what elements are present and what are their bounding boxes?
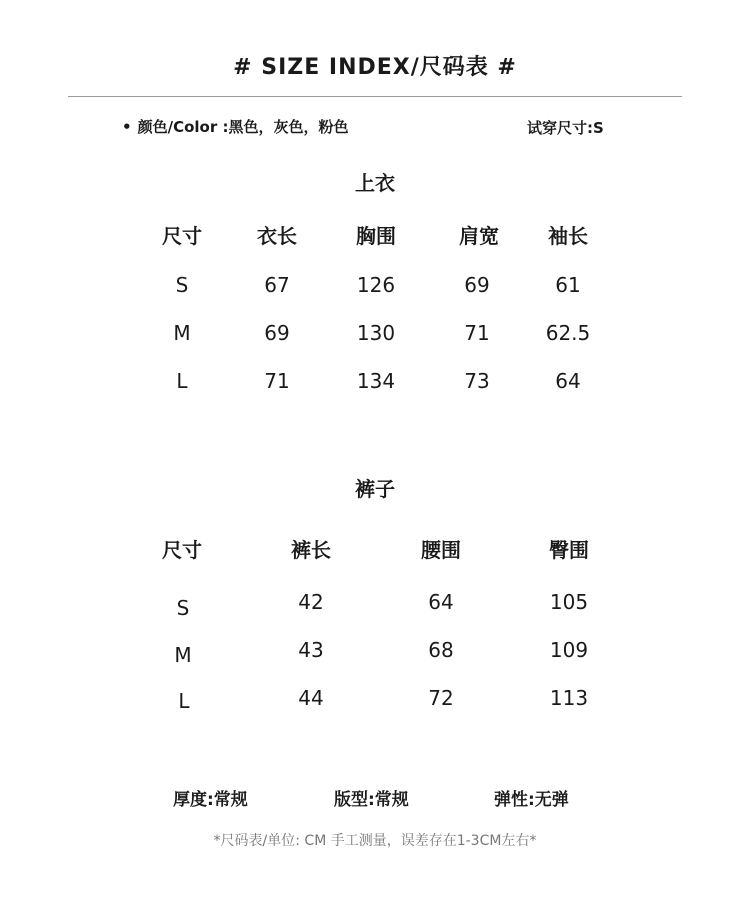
pants-header-length: 裤长 bbox=[291, 538, 331, 562]
top-row-l-size: L bbox=[176, 369, 188, 393]
pants-row-l-hip: 113 bbox=[549, 686, 589, 710]
pants-row-s-length: 42 bbox=[298, 590, 324, 614]
fit-spec: 版型:常规 bbox=[334, 790, 409, 810]
measurement-note: *尺码表/单位: CM 手工测量，误差存在1-3CM左右* bbox=[213, 833, 537, 849]
pants-row-m-waist: 68 bbox=[428, 638, 454, 662]
bullet-point: • bbox=[122, 118, 132, 136]
pants-row-s-waist: 64 bbox=[428, 590, 454, 614]
top-row-l-chest: 134 bbox=[356, 369, 396, 393]
top-row-s-shoulder: 69 bbox=[464, 273, 490, 297]
trial-size: 试穿尺寸:S bbox=[527, 119, 604, 137]
pants-table-title: 裤子 bbox=[355, 477, 395, 501]
page-title: # SIZE INDEX/尺码表 # bbox=[233, 55, 517, 80]
color-options: 颜色/Color :黑色，灰色，粉色 bbox=[137, 118, 349, 136]
pants-header-size: 尺寸 bbox=[162, 538, 202, 562]
top-row-m-length: 69 bbox=[264, 321, 290, 345]
pants-row-s-size: S bbox=[176, 596, 190, 620]
top-row-m-size: M bbox=[173, 321, 191, 345]
thickness-spec: 厚度:常规 bbox=[173, 790, 248, 810]
pants-header-hip: 臀围 bbox=[549, 538, 589, 562]
top-row-s-sleeve: 61 bbox=[555, 273, 581, 297]
pants-row-m-hip: 109 bbox=[549, 638, 589, 662]
pants-row-l-size: L bbox=[178, 689, 190, 713]
top-row-m-chest: 130 bbox=[356, 321, 396, 345]
pants-row-l-length: 44 bbox=[298, 686, 324, 710]
pants-row-l-waist: 72 bbox=[428, 686, 454, 710]
top-row-m-sleeve: 62.5 bbox=[545, 321, 591, 345]
top-header-chest: 胸围 bbox=[356, 224, 396, 248]
top-header-size: 尺寸 bbox=[162, 224, 202, 248]
top-row-s-size: S bbox=[175, 273, 189, 297]
top-row-m-shoulder: 71 bbox=[464, 321, 490, 345]
pants-header-waist: 腰围 bbox=[421, 538, 461, 562]
top-header-length: 衣长 bbox=[257, 224, 297, 248]
top-table-title: 上衣 bbox=[355, 171, 395, 195]
pants-row-s-hip: 105 bbox=[549, 590, 589, 614]
pants-row-m-length: 43 bbox=[298, 638, 324, 662]
top-row-s-chest: 126 bbox=[356, 273, 396, 297]
top-header-sleeve: 袖长 bbox=[548, 224, 588, 248]
color-info bbox=[122, 116, 348, 137]
top-row-s-length: 67 bbox=[264, 273, 290, 297]
top-row-l-length: 71 bbox=[264, 369, 290, 393]
top-row-l-shoulder: 73 bbox=[464, 369, 490, 393]
top-header-shoulder: 肩宽 bbox=[459, 224, 499, 248]
elasticity-spec: 弹性:无弹 bbox=[494, 790, 569, 810]
pants-row-m-size: M bbox=[174, 643, 192, 667]
top-row-l-sleeve: 64 bbox=[555, 369, 581, 393]
title-divider bbox=[68, 96, 682, 97]
